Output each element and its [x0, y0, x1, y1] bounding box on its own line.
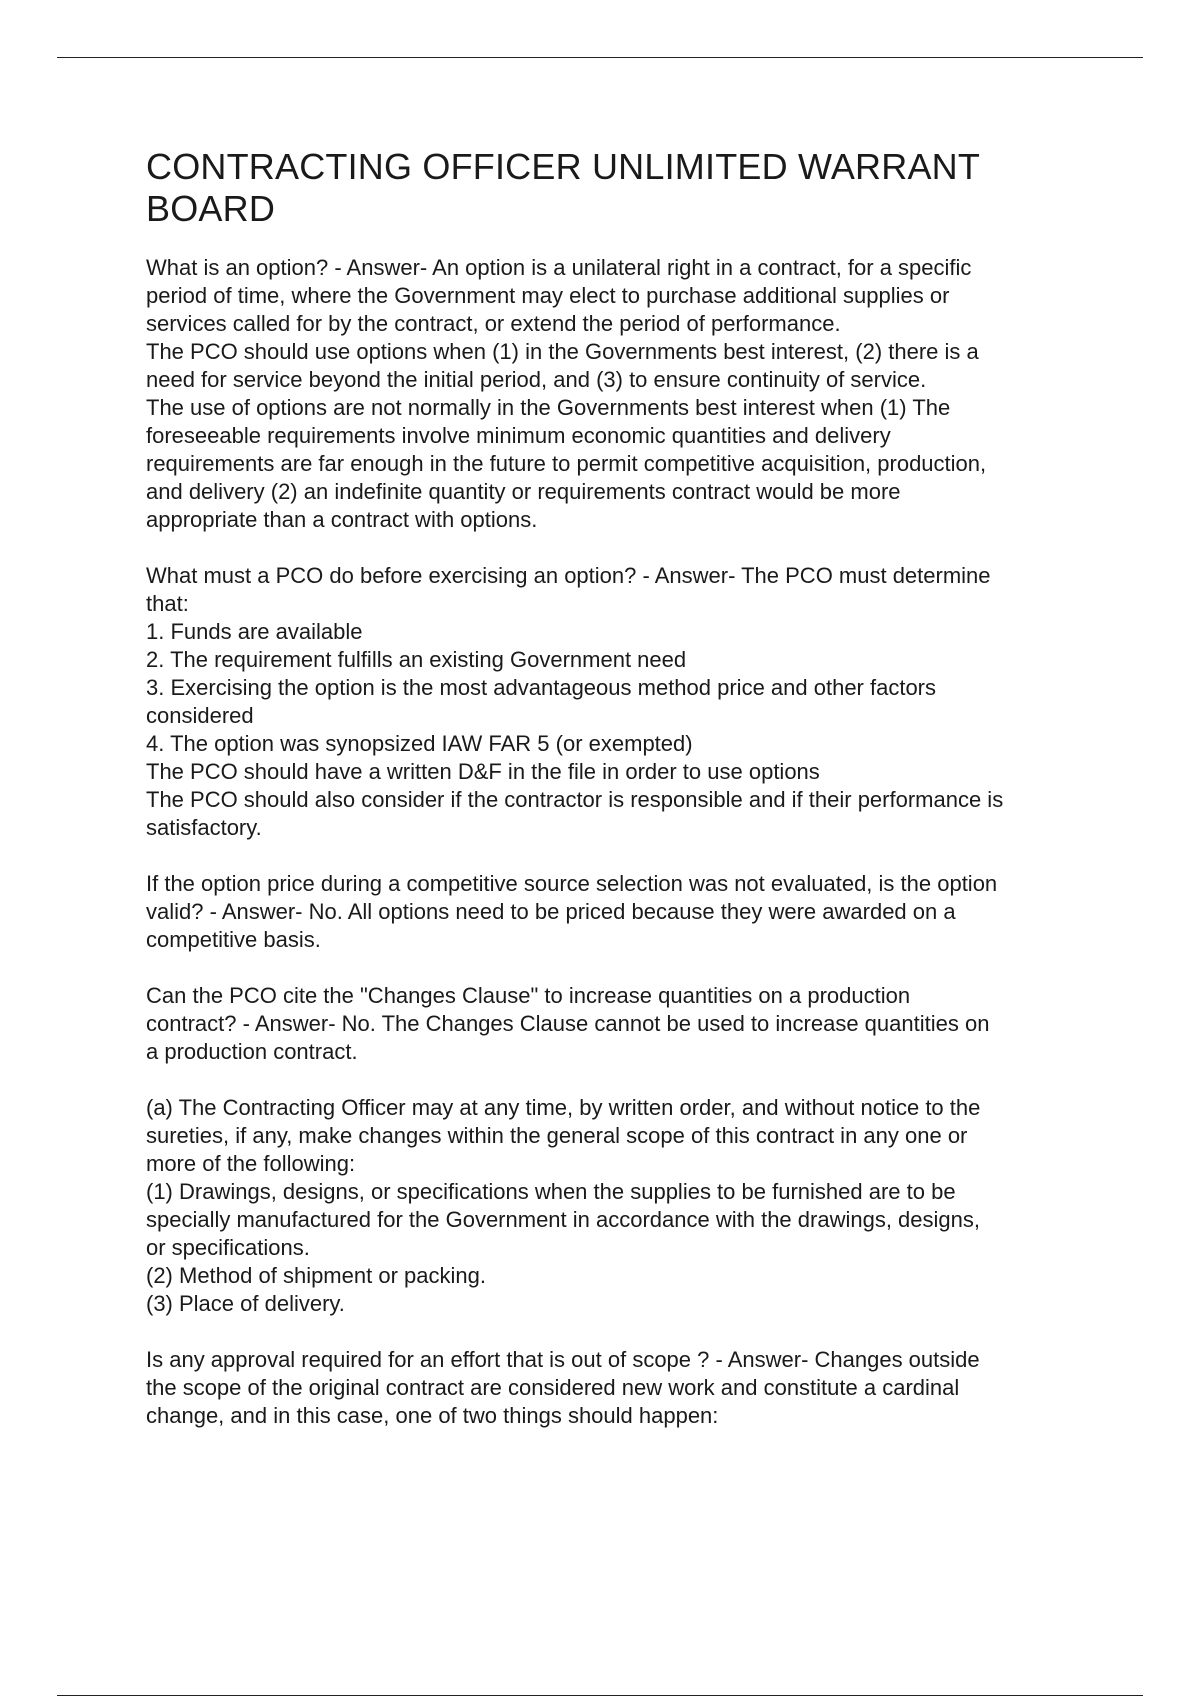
- text-line: (1) Drawings, designs, or specifications when the supplies to be furnished are to be: [146, 1179, 956, 1204]
- text-line: (3) Place of delivery.: [146, 1291, 345, 1316]
- text-line: appropriate than a contract with options.: [146, 507, 538, 532]
- text-line: 3. Exercising the option is the most advantageous method price and other factors: [146, 675, 937, 700]
- text-line: Is any approval required for an effort that is out of scope ? - Answer- Changes outside: [146, 1347, 980, 1372]
- text-line: specially manufactured for the Government in accordance with the drawings, designs,: [146, 1207, 980, 1232]
- text-line: more of the following:: [146, 1151, 356, 1176]
- text-line: contract? - Answer- No. The Changes Clause cannot be used to increase quantities on: [146, 1011, 990, 1036]
- text-line: change, and in this case, one of two things should happen:: [146, 1403, 719, 1428]
- qa-exercising-option: [146, 562, 1096, 842]
- text-line: period of time, where the Government may elect to purchase additional supplies or: [146, 283, 950, 308]
- text-line: competitive basis.: [146, 927, 321, 952]
- text-line: valid? - Answer- No. All options need to be priced because they were awarded on a: [146, 899, 956, 924]
- text-line: and delivery (2) an indefinite quantity or requirements contract would be more: [146, 479, 901, 504]
- text-line: services called for by the contract, or extend the period of performance.: [146, 311, 841, 336]
- text-line: The PCO should have a written D&F in the file in order to use options: [146, 759, 820, 784]
- text-line: the scope of the original contract are considered new work and constitute a cardinal: [146, 1375, 960, 1400]
- text-line: (2) Method of shipment or packing.: [146, 1263, 486, 1288]
- text-line: that:: [146, 591, 189, 616]
- text-line: 4. The option was synopsized IAW FAR 5 (or exempted): [146, 731, 693, 756]
- text-line: If the option price during a competitive source selection was not evaluated, is the option: [146, 871, 998, 896]
- text-line: a production contract.: [146, 1039, 358, 1064]
- text-line: foreseeable requirements involve minimum economic quantities and delivery: [146, 423, 891, 448]
- text-line: What must a PCO do before exercising an option? - Answer- The PCO must determine: [146, 563, 991, 588]
- text-line: satisfactory.: [146, 815, 262, 840]
- title-line: BOARD: [146, 188, 276, 229]
- text-line: need for service beyond the initial period, and (3) to ensure continuity of service.: [146, 367, 927, 392]
- text-line: 1. Funds are available: [146, 619, 363, 644]
- text-line: requirements are far enough in the future to permit competitive acquisition, production,: [146, 451, 987, 476]
- text-line: The PCO should use options when (1) in the Governments best interest, (2) there is a: [146, 339, 979, 364]
- text-line: The use of options are not normally in the Governments best interest when (1) The: [146, 395, 951, 420]
- text-line: What is an option? - Answer- An option is a unilateral right in a contract, for a specific: [146, 255, 972, 280]
- text-line: The PCO should also consider if the contractor is responsible and if their performance is: [146, 787, 1004, 812]
- document-title: [146, 146, 1096, 230]
- text-line: or specifications.: [146, 1235, 310, 1260]
- text-line: 2. The requirement fulfills an existing Government need: [146, 647, 687, 672]
- qa-changes-clause: [146, 982, 1096, 1066]
- qa-option-price-validity: [146, 870, 1096, 954]
- title-line: CONTRACTING OFFICER UNLIMITED WARRANT: [146, 146, 981, 187]
- text-line: considered: [146, 703, 254, 728]
- bottom-rule: [57, 1695, 1143, 1696]
- document-body: [146, 146, 1096, 1458]
- changes-clause-text: [146, 1094, 1096, 1318]
- qa-option-definition: [146, 254, 1096, 534]
- top-rule: [57, 57, 1143, 58]
- qa-out-of-scope-approval: [146, 1346, 1096, 1430]
- text-line: sureties, if any, make changes within the general scope of this contract in any one or: [146, 1123, 968, 1148]
- text-line: Can the PCO cite the "Changes Clause" to increase quantities on a production: [146, 983, 911, 1008]
- text-line: (a) The Contracting Officer may at any time, by written order, and without notice to the: [146, 1095, 981, 1120]
